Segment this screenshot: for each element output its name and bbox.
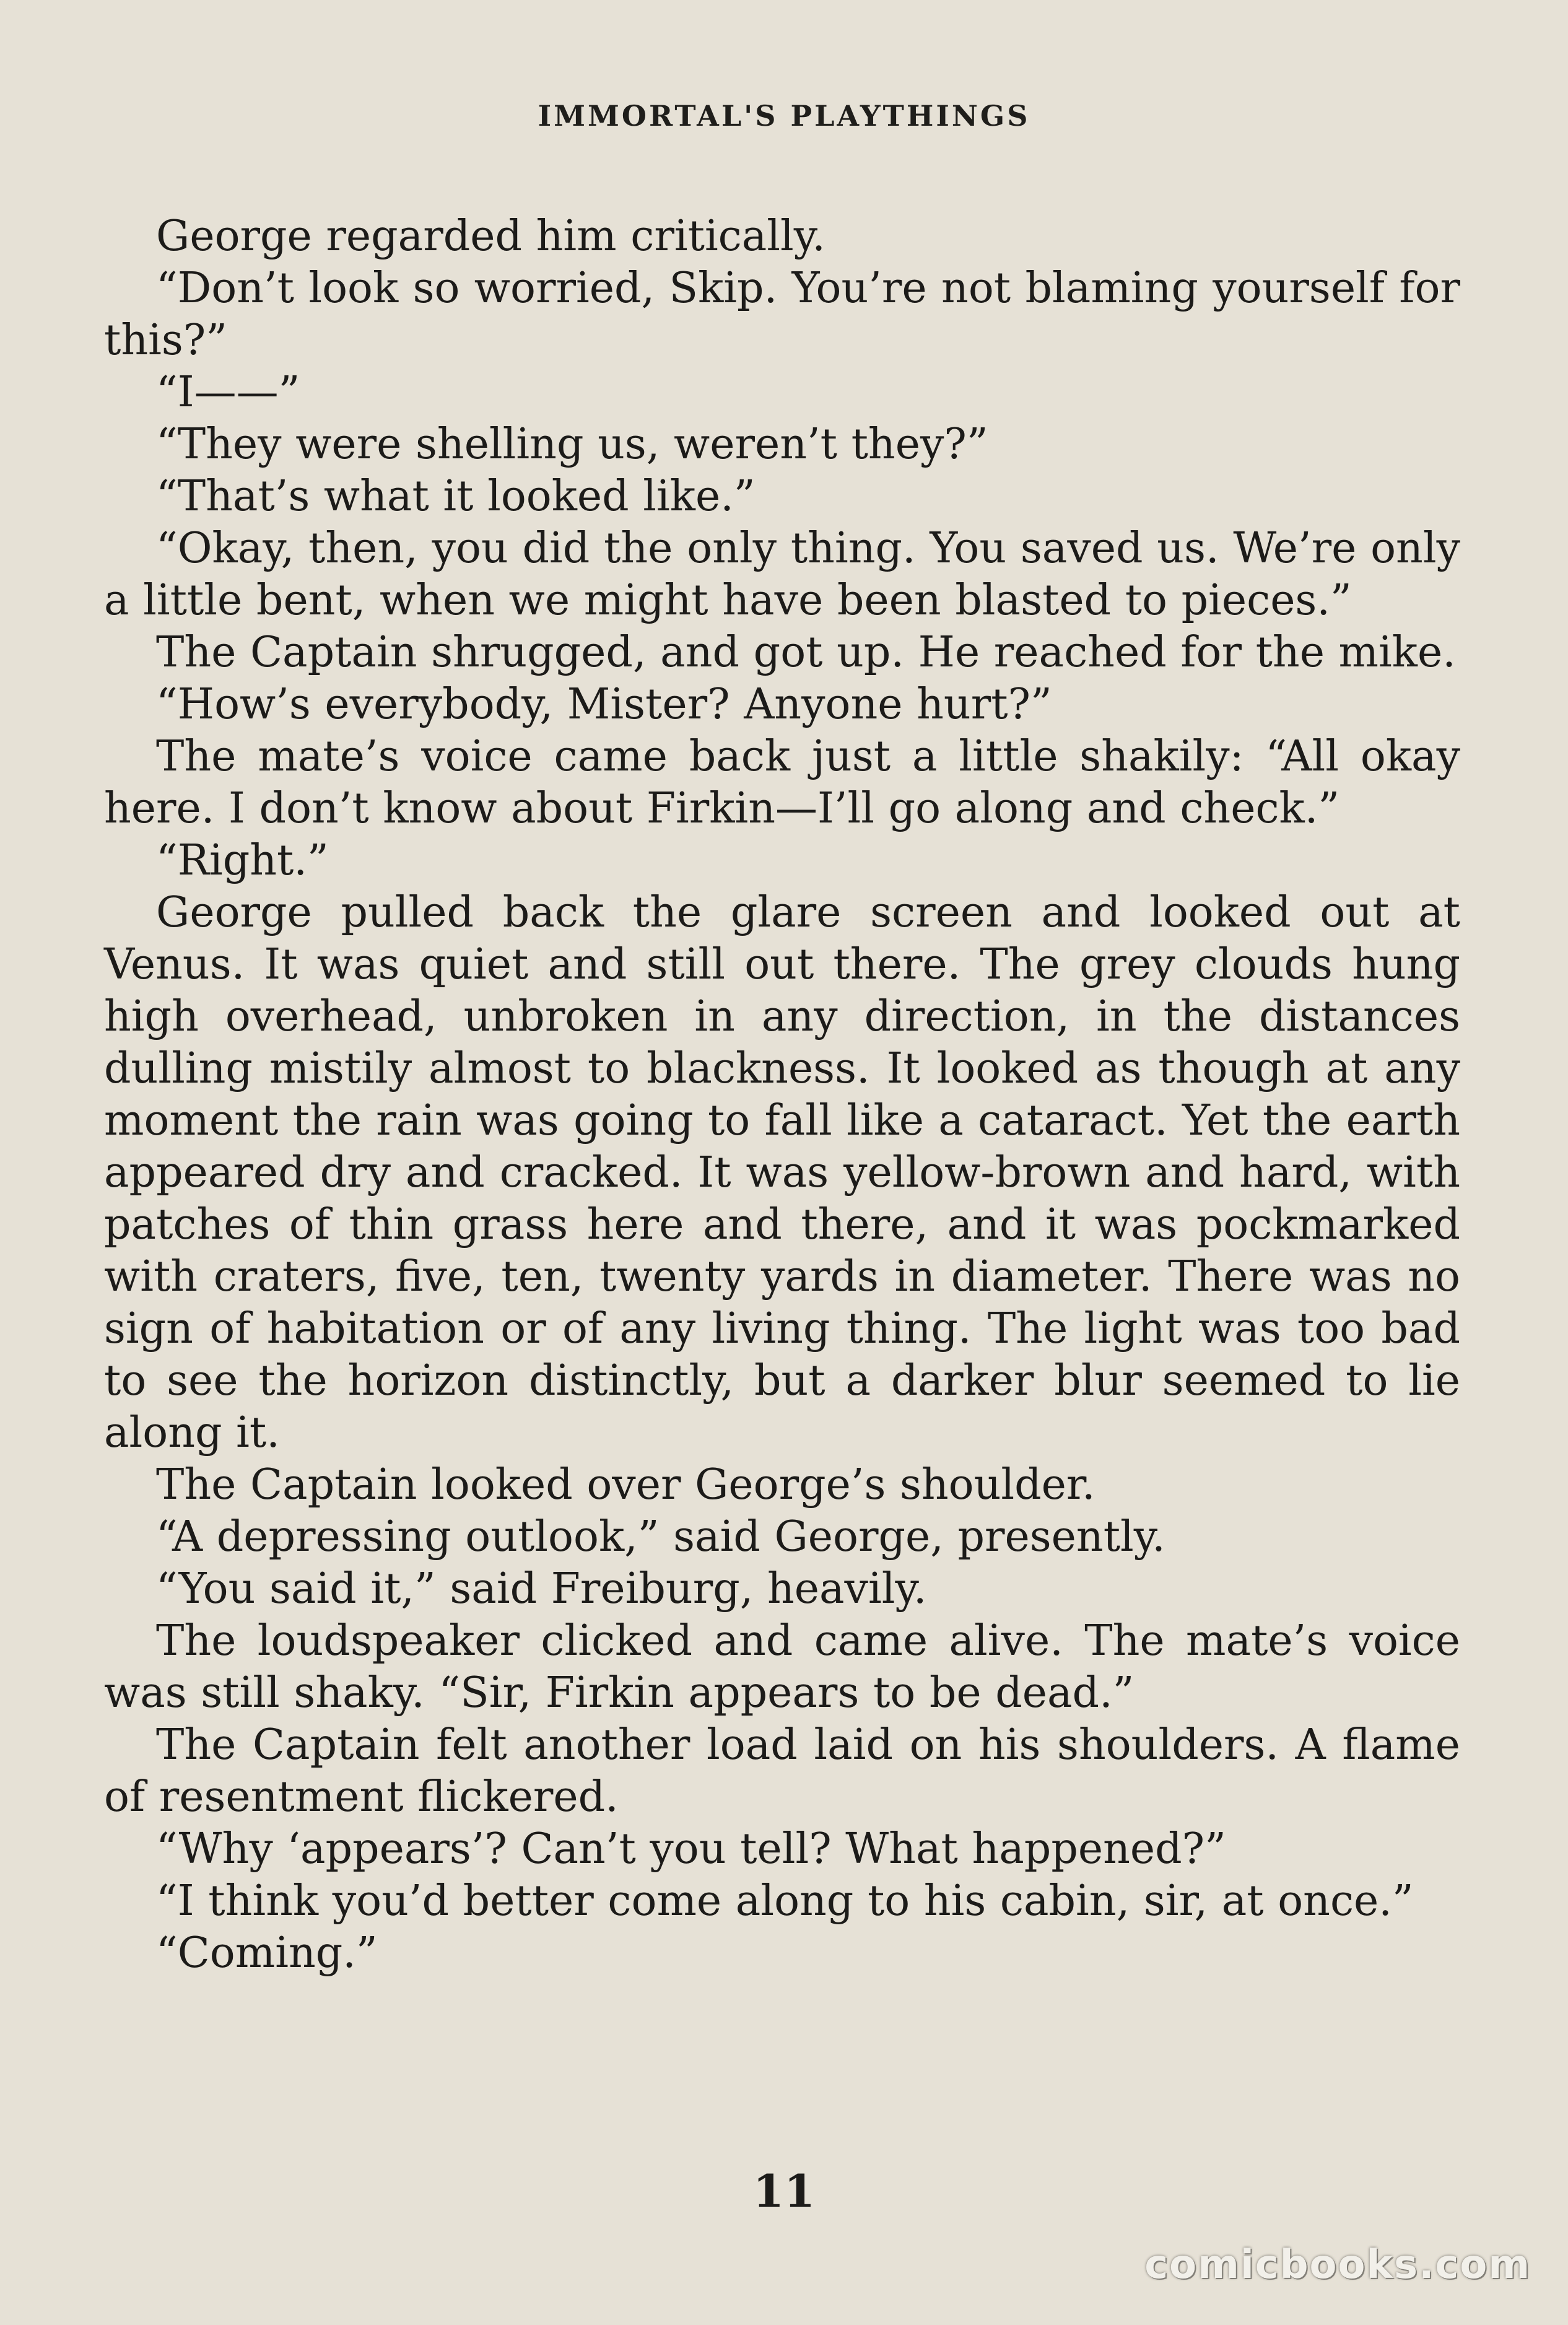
running-head: IMMORTAL'S PLAYTHINGS bbox=[538, 99, 1030, 133]
paragraph: The mate’s voice came back just a little shakily: “All okay here. I don’t know about Firkin—I’ll go along and check.” bbox=[104, 732, 1460, 833]
paragraph: “Right.” bbox=[156, 836, 329, 885]
paragraph: “That’s what it looked like.” bbox=[156, 472, 756, 521]
paragraph: The Captain shrugged, and got up. He reached for the mike. bbox=[156, 628, 1456, 677]
paragraph: The Captain looked over George’s shoulder. bbox=[156, 1460, 1095, 1509]
paragraph: “Why ‘appears’? Can’t you tell? What happened?” bbox=[156, 1825, 1226, 1874]
paragraph: “They were shelling us, weren’t they?” bbox=[156, 420, 988, 469]
body-text bbox=[104, 211, 1460, 1979]
paragraph: The Captain felt another load laid on his shoulders. A flame of resentment flickered. bbox=[104, 1721, 1460, 1821]
watermark: comicbooks.com bbox=[1144, 2242, 1531, 2288]
paragraph: George pulled back the glare screen and looked out at Venus. It was quiet and still out there. The grey clouds hung high overhead, unbroken in any direction, in the distances dulling mistily almost to blackness. It looked as though at any moment the rain was going to fall like a cataract. Yet the earth appeared dry and cracked. It was yellow-brown and hard, with patches of thin grass here and there, and it was pockmarked with craters, five, ten, twenty yards in diameter. There was no sign of habitation or of any living thing. The light was too bad to see the horizon distinctly, but a darker blur seemed to lie along it. bbox=[104, 888, 1460, 1457]
paragraph: “A depressing outlook,” said George, presently. bbox=[156, 1512, 1165, 1561]
paragraph: “I——” bbox=[156, 368, 300, 417]
paragraph: George regarded him critically. bbox=[156, 212, 825, 261]
paragraph: “I think you’d better come along to his cabin, sir, at once.” bbox=[156, 1877, 1414, 1926]
paragraph: The loudspeaker clicked and came alive. The mate’s voice was still shaky. “Sir, Firkin appears to be dead.” bbox=[104, 1616, 1460, 1717]
paragraph: “You said it,” said Freiburg, heavily. bbox=[156, 1564, 927, 1613]
page-number: 11 bbox=[752, 2165, 816, 2217]
paragraph: “Coming.” bbox=[156, 1929, 378, 1978]
paragraph: “Don’t look so worried, Skip. You’re not blaming yourself for this?” bbox=[104, 264, 1460, 365]
paragraph: “How’s everybody, Mister? Anyone hurt?” bbox=[156, 680, 1052, 729]
paragraph: “Okay, then, you did the only thing. You saved us. We’re only a little bent, when we might have been blasted to pieces.” bbox=[104, 524, 1460, 625]
